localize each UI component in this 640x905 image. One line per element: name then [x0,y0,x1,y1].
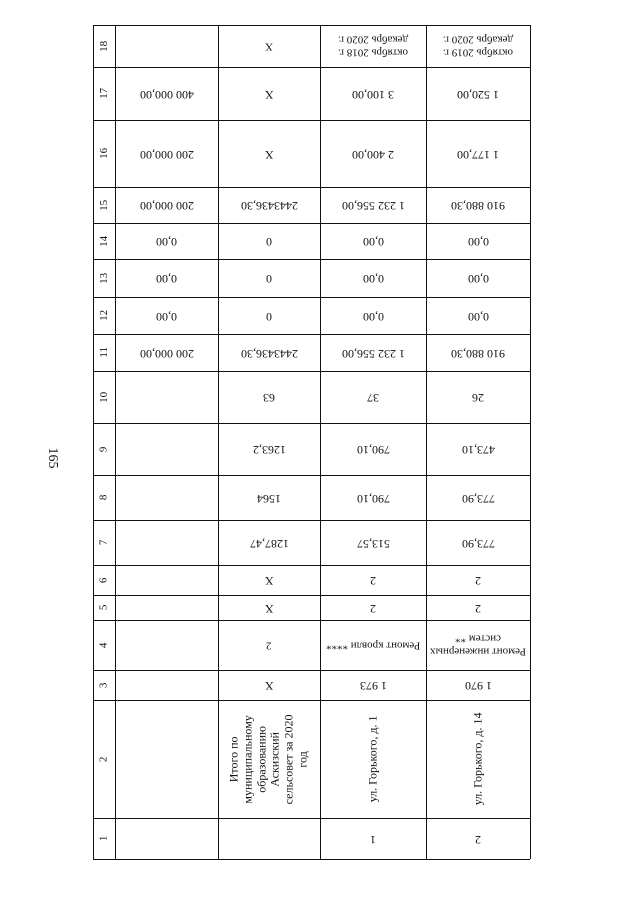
table-cell-value: 0 [266,234,272,249]
table-column-border [530,25,531,859]
column-number [93,67,115,120]
table-cell-value: 790,10 [356,442,390,457]
column-number [93,565,115,595]
table-cell [426,520,530,565]
table-cell [115,187,218,223]
table-cell [426,700,530,818]
table-cell-value: Х [264,601,274,616]
column-number-label: 17 [97,87,110,99]
table-cell-value: 2 [370,573,376,588]
table-cell [320,297,426,334]
table-cell-value: ул. Горького, д. 14 [470,712,485,806]
table-cell-value: 473,10 [461,442,495,457]
table-cell [218,595,320,620]
table-cell-value: Х [265,40,273,53]
column-number [93,223,115,259]
table-cell [426,187,530,223]
table-cell [426,371,530,423]
table-cell-value: Итого по муниципальному образованию Аскизский сельсовет за 2020 год [226,714,310,804]
column-number [93,120,115,187]
table-cell [320,371,426,423]
table-cell [320,670,426,700]
table-cell [218,334,320,371]
table-cell [426,565,530,595]
table-cell-value: 513,57 [356,536,390,551]
table-cell-value: 1 520,00 [457,87,499,102]
table-cell [218,423,320,475]
table-cell-value: ул. Горького, д. 1 [365,715,380,803]
column-number-label: 2 [97,756,110,762]
column-number-label: 16 [97,147,110,159]
table-cell [115,371,218,423]
table-row-border [93,859,530,860]
column-number [93,818,115,859]
table-cell [426,259,530,297]
table-cell [320,120,426,187]
table-cell-value: 1 232 556,00 [341,346,405,361]
table-cell [218,120,320,187]
table-cell [426,120,530,187]
column-number [93,334,115,371]
table-cell-value: 0,00 [467,309,489,324]
table-cell-value: октябрь 2019 г. декабрь 2020 г. [442,34,514,59]
column-number [93,259,115,297]
table-cell-value: Х [264,87,274,102]
table-cell-value: 26 [472,390,484,405]
table-cell [320,520,426,565]
table-cell [218,371,320,423]
table-cell [426,475,530,520]
table-cell [426,67,530,120]
table-cell-value: 1287,47 [249,536,289,551]
table-cell [320,423,426,475]
table-cell [218,67,320,120]
table-cell [320,595,426,620]
column-number [93,670,115,700]
column-number-label: 6 [97,577,110,583]
table-cell-value: 0,00 [362,271,384,286]
table-cell [218,700,320,818]
column-number-label: 4 [97,642,110,648]
table-cell [218,620,320,670]
column-number-label: 1 [97,835,110,842]
table-cell [115,620,218,670]
column-number [93,700,115,818]
table-cell-value: 3 100,00 [352,87,394,102]
table-cell-value: 0 [266,309,272,324]
table-cell-value: 773,90 [461,536,495,551]
table-cell [218,297,320,334]
table-cell [115,67,218,120]
table-cell-value: 0,00 [467,271,489,286]
table-cell [115,475,218,520]
table-cell-value: 1263,2 [252,442,286,457]
table-cell-value: 2443436,30 [240,346,298,361]
table-cell-value: 2 [370,601,376,616]
table-cell [320,334,426,371]
table-cell-value: 0 [266,271,272,286]
table-cell-value: 1 232 556,00 [341,198,405,213]
table-cell [426,620,530,670]
column-number-label: 5 [97,604,110,611]
table-cell [426,297,530,334]
table-cell-value: 0,00 [467,234,489,249]
table-cell-value: 400 000,00 [139,87,194,102]
table-cell-value: 200 000,00 [139,346,194,361]
column-number-label: 8 [97,494,110,501]
table-cell [115,595,218,620]
table-cell [115,520,218,565]
column-number [93,475,115,520]
column-number [93,520,115,565]
table-cell [426,670,530,700]
table-cell [426,334,530,371]
table-cell [115,818,218,859]
table-cell [320,187,426,223]
table-cell [115,259,218,297]
table-cell-value: 37 [367,390,379,405]
table-cell-value: 2 [475,601,481,616]
table-cell-value: Ремонт инженерных систем ** [430,633,526,658]
column-number-label: 12 [97,309,110,321]
column-number-label: 14 [97,235,110,247]
table-cell-value: 910 880,30 [451,198,505,213]
table-cell [218,475,320,520]
table-cell-value: 200 000,00 [139,147,194,162]
table-cell-value: 2 [475,832,481,847]
table-cell [320,475,426,520]
table-cell-value: 1 970 [464,678,492,693]
table-cell [320,565,426,595]
table-cell-value: 200 000,00 [139,198,194,213]
table-cell [218,187,320,223]
table-cell [115,565,218,595]
page-number: 165 [45,447,60,469]
column-number [93,297,115,334]
table-cell [115,297,218,334]
table-cell-value: 1 177,00 [457,147,499,162]
table-cell [426,818,530,859]
table-cell-value: 0,00 [156,309,177,324]
table-cell [115,700,218,818]
table-cell [320,818,426,859]
table-cell [115,25,218,67]
table-cell [320,223,426,259]
table-cell [218,25,320,67]
table-cell-value: Х [264,573,274,588]
table-cell-value: 790,10 [356,491,390,506]
column-number [93,595,115,620]
column-number-label: 3 [97,682,110,688]
table-cell-value: 1564 [257,491,281,506]
table-cell-value: 0,00 [156,271,177,286]
column-number-label: 13 [97,272,110,284]
table-cell-value: 2 [475,573,481,588]
column-number [93,423,115,475]
table-cell [115,120,218,187]
table-cell-value: 2 400,00 [352,147,394,162]
column-number [93,187,115,223]
column-number-label: 7 [97,539,110,546]
table-cell [115,670,218,700]
table-cell-value: 2443436,30 [240,198,298,213]
table-cell [218,670,320,700]
table-cell-value: Ремонт кровли **** [325,639,421,652]
table-cell [115,334,218,371]
table-cell-value: 2 [266,639,272,652]
table-cell [218,223,320,259]
table-cell-value: 1 973 [359,678,387,693]
table-cell [218,565,320,595]
table-cell-value: 0,00 [362,234,384,249]
table-cell-value: октябрь 2018 г. декабрь 2020 г. [337,34,409,59]
table-cell-value: 910 880,30 [451,346,505,361]
table-cell [218,818,320,859]
table-cell-value: Х [264,678,274,693]
table-cell [320,259,426,297]
column-number [93,25,115,67]
table-cell [426,595,530,620]
table-cell [115,423,218,475]
table-cell [426,423,530,475]
column-number-label: 9 [97,446,110,452]
table-cell-value: Х [264,147,274,162]
column-number-label: 18 [97,40,110,52]
column-number-label: 11 [97,347,110,358]
table-cell-value: 773,90 [461,491,495,506]
table-cell-value: 1 [370,832,376,847]
column-number [93,371,115,423]
table-cell-value: 0,00 [156,234,177,249]
table-cell [426,25,530,67]
table-cell [320,25,426,67]
table-cell [320,620,426,670]
table-cell [320,700,426,818]
column-number-label: 10 [97,391,110,403]
table-cell [426,223,530,259]
table-cell [320,67,426,120]
table-cell-value: 63 [263,390,275,405]
table-cell [115,223,218,259]
table-cell [218,520,320,565]
table-cell [218,259,320,297]
column-number-label: 15 [97,199,110,211]
table-cell-value: 0,00 [362,309,384,324]
column-number [93,620,115,670]
